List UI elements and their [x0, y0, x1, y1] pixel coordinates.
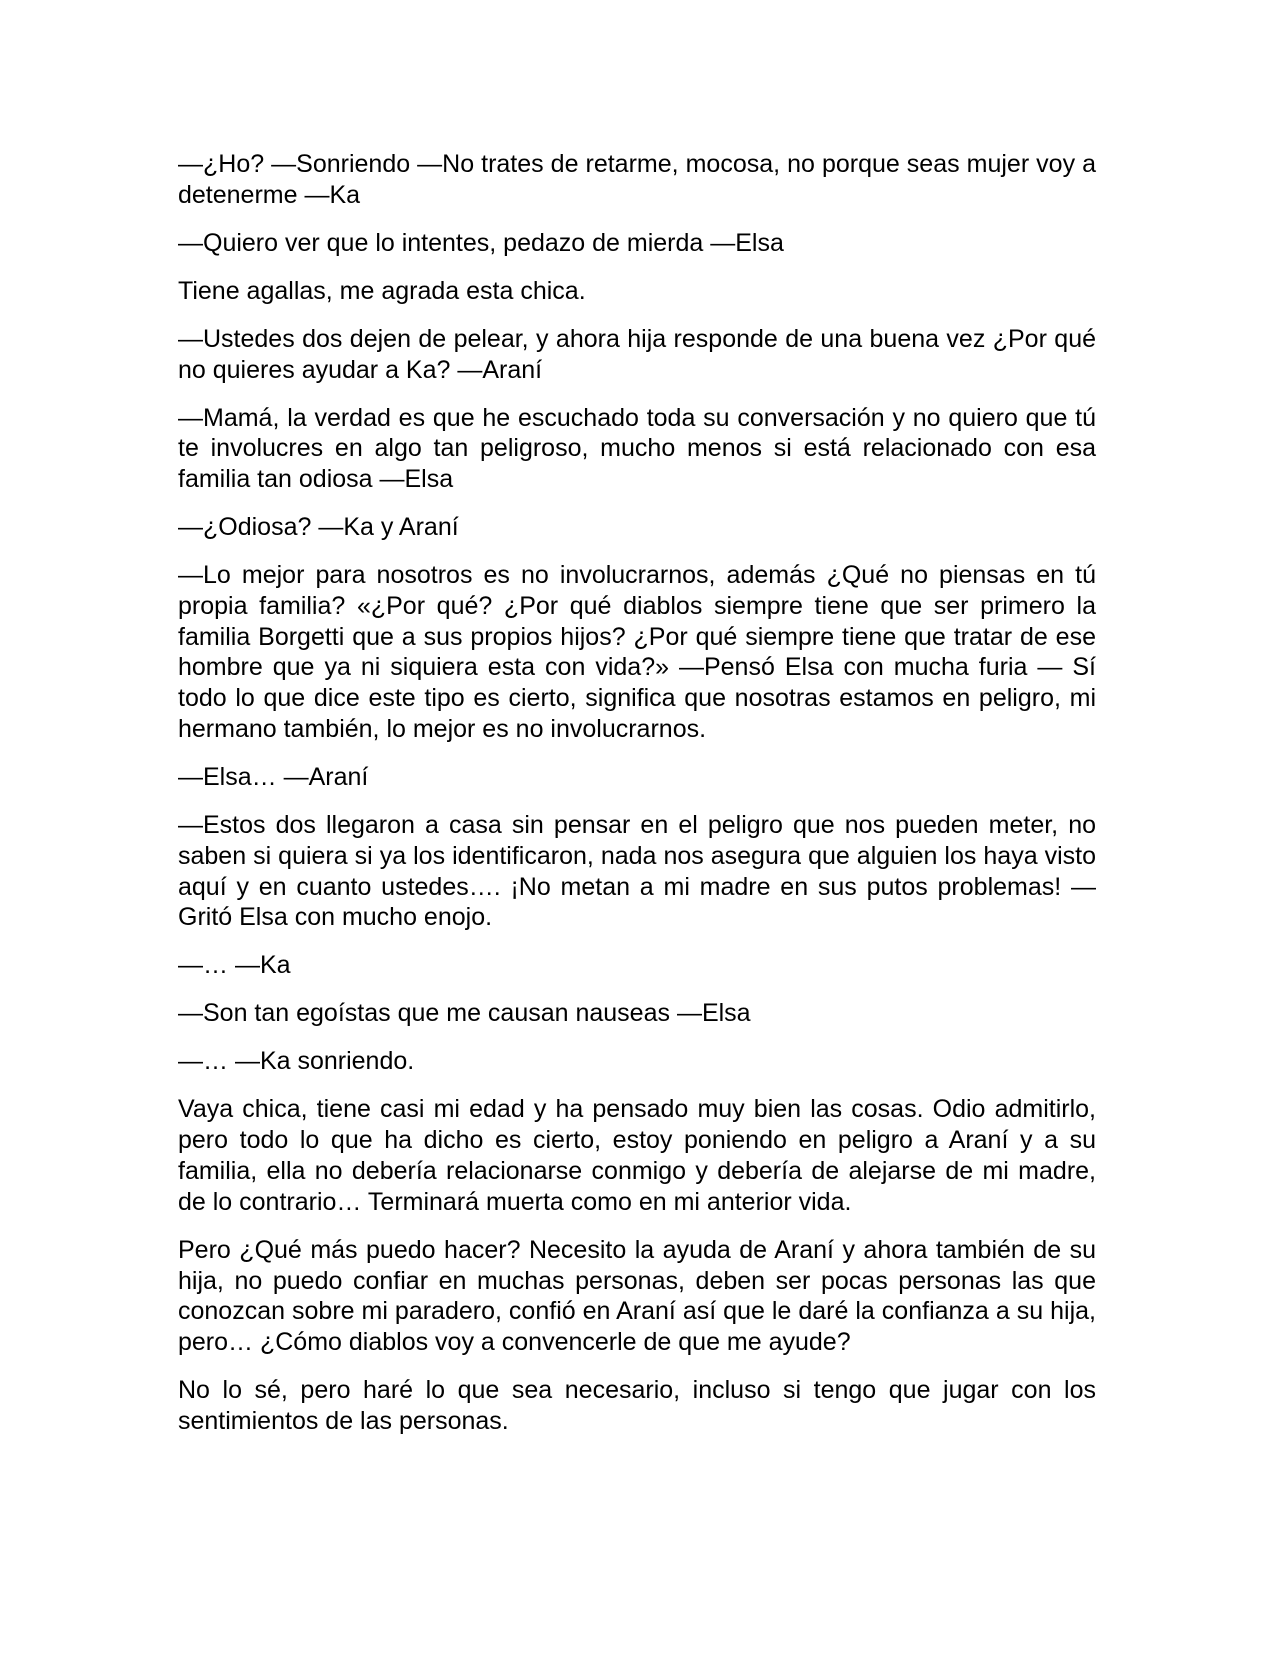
paragraph-12: —… —Ka sonriendo. — [178, 1047, 415, 1076]
paragraph-11: —Son tan egoístas que me causan nauseas —Elsa — [178, 999, 751, 1028]
paragraph-7: —Lo mejor para nosotros es no involucrarnos, además ¿Qué no piensas en tú propia familia? «¿Por qué? ¿Por qué diablos siempre tiene que ser primero la familia Borgetti que a sus propios hijos? ¿Por qué siempre tiene que tratar de ese hombre que ya ni siquiera esta con vida?» —Pensó Elsa con mucha furia — Sí todo lo que dice este tipo es cierto, significa que nosotras estamos en peligro, mi hermano también, lo mejor es no involucrarnos. — [178, 561, 1096, 744]
paragraph-8: —Elsa… —Araní — [178, 763, 369, 792]
paragraph-4: —Ustedes dos dejen de pelear, y ahora hija responde de una buena vez ¿Por qué no quieres ayudar a Ka? —Araní — [178, 324, 1096, 384]
paragraph-2: —Quiero ver que lo intentes, pedazo de mierda —Elsa — [178, 228, 784, 257]
paragraph-13: Vaya chica, tiene casi mi edad y ha pensado muy bien las cosas. Odio admitirlo, pero todo lo que ha dicho es cierto, estoy poniendo en peligro a Araní y a su familia, ella no debería relacionarse conmigo y debería de alejarse de mi madre, de lo contrario… Terminará muerta como en mi anterior vida. — [178, 1095, 1096, 1216]
paragraph-14: Pero ¿Qué más puedo hacer? Necesito la ayuda de Araní y ahora también de su hija, no puedo confiar en muchas personas, deben ser pocas personas las que conozcan sobre mi paradero, confió en Araní así que le daré la confianza a su hija, pero… ¿Cómo diablos voy a convencerle de que me ayude? — [178, 1235, 1096, 1357]
paragraph-1: —¿Ho? —Sonriendo —No trates de retarme, mocosa, no porque seas mujer voy a detenerme —Ka — [178, 150, 1096, 209]
paragraph-15: No lo sé, pero haré lo que sea necesario, incluso si tengo que jugar con los sentimientos de las personas. — [178, 1376, 1096, 1435]
paragraph-10: —… —Ka — [178, 951, 291, 980]
paragraph-3: Tiene agallas, me agrada esta chica. — [178, 276, 586, 305]
document-body — [178, 149, 1096, 1454]
paragraph-5: —Mamá, la verdad es que he escuchado toda su conversación y no quiero que tú te involucres en algo tan peligroso, mucho menos si está relacionado con esa familia tan odiosa —Elsa — [178, 403, 1096, 494]
paragraph-6: —¿Odiosa? —Ka y Araní — [178, 513, 459, 542]
paragraph-9: —Estos dos llegaron a casa sin pensar en el peligro que nos pueden meter, no saben si quiera si ya los identificaron, nada nos asegura que alguien los haya visto aquí y en cuanto ustedes…. ¡No metan a mi madre en sus putos problemas! —Gritó Elsa con mucho enojo. — [178, 811, 1096, 932]
